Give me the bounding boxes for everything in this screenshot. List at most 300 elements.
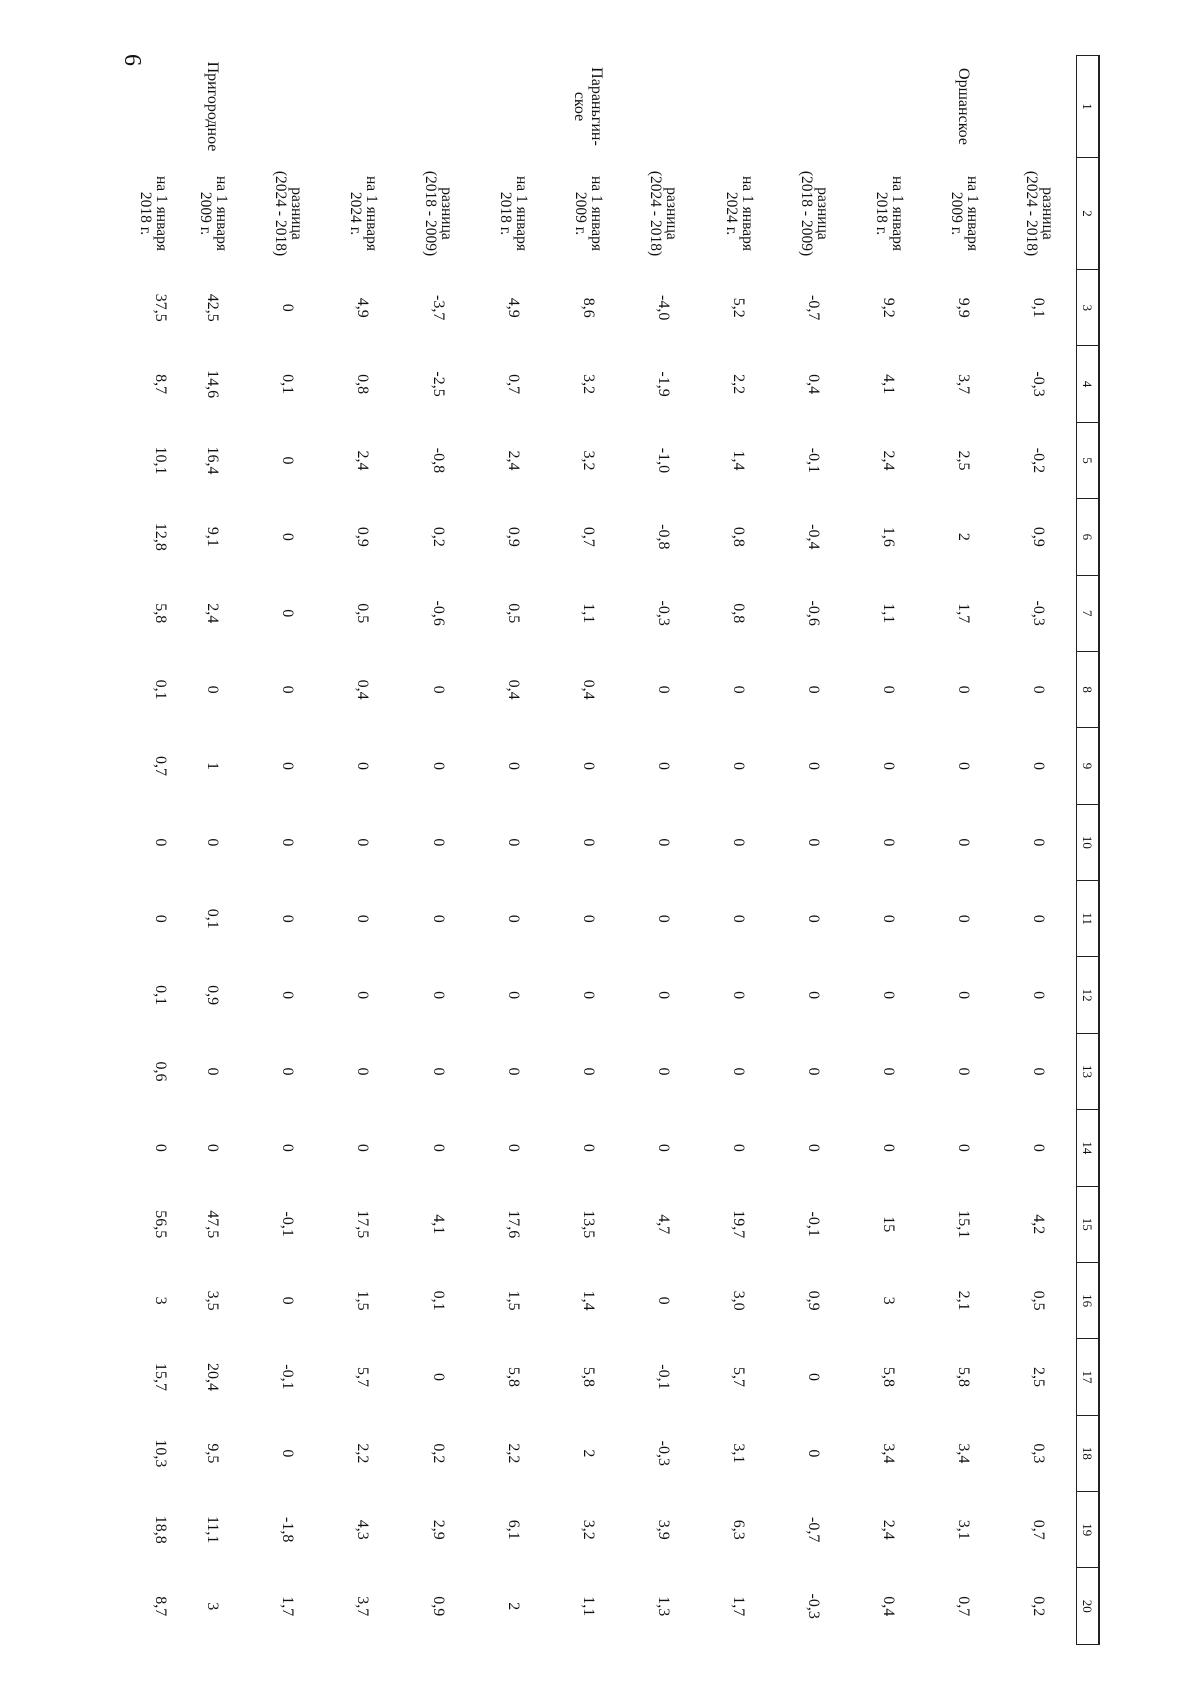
table-cell: 0 <box>504 838 522 847</box>
table-cell: 0 <box>429 838 447 847</box>
table-cell: 2 <box>955 532 973 541</box>
table-cell: 2,4 <box>880 450 898 471</box>
table-cell: 0 <box>654 838 672 847</box>
table-cell: 0,4 <box>354 679 372 700</box>
table-cell: 0 <box>279 1143 297 1152</box>
column-number-row <box>1077 56 1100 1645</box>
column-number-9: 9 <box>1077 728 1100 804</box>
table-cell: 0,7 <box>955 1596 973 1617</box>
row-period-label <box>926 158 1001 270</box>
table-cell: 5,8 <box>579 1366 597 1387</box>
table-cell: 20,4 <box>204 1362 222 1391</box>
table-cell: 0 <box>805 991 823 1000</box>
table-cell: 15,1 <box>955 1210 973 1239</box>
row-period-label <box>401 158 476 270</box>
table-cell: 4,1 <box>880 374 898 395</box>
table-cell: 0 <box>654 1143 672 1152</box>
table-cell: 2,5 <box>1030 1366 1048 1387</box>
table-cell: 0,9 <box>354 526 372 547</box>
table-row <box>100 56 175 1645</box>
table-cell: 0,3 <box>1030 1443 1048 1464</box>
table-cell: 42,5 <box>204 293 222 322</box>
table-cell: 3,7 <box>354 1596 372 1617</box>
table-cell: 0,5 <box>1030 1290 1048 1311</box>
table-cell: 18,8 <box>152 1515 170 1544</box>
table-row <box>776 56 851 1645</box>
table-row <box>701 56 776 1645</box>
table-cell: 0 <box>654 685 672 694</box>
table-cell: -0,6 <box>429 600 447 626</box>
table-cell: 5,8 <box>955 1366 973 1387</box>
table-cell: 0 <box>880 685 898 694</box>
row-period-label <box>851 158 926 270</box>
table-cell: -3,7 <box>429 295 447 321</box>
table-cell: 47,5 <box>204 1210 222 1239</box>
table-cell: 2,4 <box>354 450 372 471</box>
table-cell: 1,4 <box>579 1290 597 1311</box>
table-cell: 0,8 <box>354 374 372 395</box>
row-period-label-line: (2024 - 2018) <box>647 170 665 257</box>
table-cell: 0 <box>152 1143 170 1152</box>
row-period-label-line: 2018 г. <box>497 191 515 236</box>
table-cell: 3 <box>880 1296 898 1305</box>
settlement-name: Параньгин- ское <box>571 67 606 146</box>
table-cell: 0 <box>805 1067 823 1076</box>
table-row <box>325 56 400 1645</box>
table-cell: 0 <box>880 1067 898 1076</box>
table-cell: 2,4 <box>880 1519 898 1540</box>
table-cell: 5,8 <box>504 1366 522 1387</box>
table-cell: -0,6 <box>805 600 823 626</box>
table-cell: 0,5 <box>504 603 522 624</box>
table-cell: 0 <box>805 838 823 847</box>
table-cell: 2,4 <box>504 450 522 471</box>
table-cell: 0 <box>654 1296 672 1305</box>
table-cell: 0 <box>579 914 597 923</box>
column-number-5: 5 <box>1077 422 1100 498</box>
table-cell: 0 <box>805 1372 823 1381</box>
row-period-label-line: на 1 января <box>212 176 230 251</box>
table-cell: 0,1 <box>279 374 297 395</box>
table-cell: 3,4 <box>880 1443 898 1464</box>
row-period-label-line: на 1 января <box>963 176 981 251</box>
column-number-10: 10 <box>1077 804 1100 880</box>
table-cell: 0 <box>279 532 297 541</box>
row-period-label-line: 2024 г. <box>722 191 740 236</box>
table-cell: 0,9 <box>504 526 522 547</box>
table-cell: 2,2 <box>504 1443 522 1464</box>
table-cell: 0 <box>730 838 748 847</box>
table-cell: -4,0 <box>654 295 672 321</box>
table-cell: -0,1 <box>805 1211 823 1237</box>
table-cell: -0,8 <box>654 524 672 550</box>
column-number-7: 7 <box>1077 575 1100 651</box>
row-period-label-line: разница <box>663 187 681 240</box>
table-cell: -0,8 <box>429 447 447 474</box>
table-cell: 3,2 <box>579 1519 597 1540</box>
table-cell: 8,7 <box>152 1596 170 1617</box>
table-body <box>100 56 1077 1645</box>
row-period-label <box>250 158 325 270</box>
table-cell: 0 <box>880 838 898 847</box>
table-cell: 0 <box>354 991 372 1000</box>
table-cell: 0 <box>955 1143 973 1152</box>
column-number-13: 13 <box>1077 1033 1100 1109</box>
table-cell: -1,9 <box>654 371 672 397</box>
table-cell: 3,2 <box>579 450 597 471</box>
table-cell: 0 <box>1030 991 1048 1000</box>
table-cell: 0 <box>354 838 372 847</box>
table-cell: 15,7 <box>152 1362 170 1391</box>
table-cell: 4,1 <box>429 1214 447 1235</box>
settlement-name <box>401 56 476 158</box>
table-cell: -0,1 <box>279 1364 297 1390</box>
table-cell: 0 <box>654 914 672 923</box>
table-cell: 16,4 <box>204 446 222 475</box>
table-cell: -1,8 <box>279 1517 297 1543</box>
row-period-label-line: разница <box>287 187 305 240</box>
table-row <box>250 56 325 1645</box>
table-cell: 0 <box>955 991 973 1000</box>
table-cell: 0 <box>579 1143 597 1152</box>
table-cell: 4,3 <box>354 1519 372 1540</box>
table-cell: 0 <box>429 991 447 1000</box>
table-cell: 1,7 <box>279 1596 297 1617</box>
table-cell: 2,5 <box>955 450 973 471</box>
table-cell: 0 <box>279 456 297 465</box>
table-cell: 0 <box>730 685 748 694</box>
table-cell: 9,5 <box>204 1443 222 1464</box>
table-cell: 0 <box>429 1372 447 1381</box>
table-cell: 9,9 <box>955 297 973 318</box>
table-cell: 0 <box>955 838 973 847</box>
table-cell: 0 <box>880 1143 898 1152</box>
table-cell: 17,6 <box>504 1210 522 1239</box>
table-cell: 0 <box>880 914 898 923</box>
row-period-label-line: на 1 января <box>513 176 531 251</box>
table-cell: 0 <box>504 1067 522 1076</box>
table-cell: 0 <box>504 761 522 770</box>
table-cell: 0 <box>955 914 973 923</box>
table-cell: 0,7 <box>1030 1519 1048 1540</box>
table-row <box>175 56 250 1645</box>
table-cell: 0 <box>279 1296 297 1305</box>
table-cell: 3,1 <box>955 1519 973 1540</box>
table-cell: 3,5 <box>204 1290 222 1311</box>
table-cell: -0,2 <box>1030 447 1048 474</box>
table-cell: 4,9 <box>354 297 372 318</box>
table-cell: 19,7 <box>730 1210 748 1239</box>
table-cell: 0,6 <box>152 1061 170 1082</box>
table-cell: 0 <box>1030 1067 1048 1076</box>
column-number-4: 4 <box>1077 346 1100 422</box>
table-cell: 4,2 <box>1030 1214 1048 1235</box>
column-number-12: 12 <box>1077 957 1100 1033</box>
table-cell: -0,1 <box>654 1364 672 1390</box>
row-period-label-line: на 1 января <box>362 176 380 251</box>
row-period-label <box>776 158 851 270</box>
table-cell: 0,9 <box>1030 526 1048 547</box>
row-period-label-line: 2009 г. <box>196 191 214 236</box>
table-cell: 1,1 <box>579 1596 597 1617</box>
table-cell: 0 <box>279 303 297 312</box>
row-period-label-line: разница <box>813 187 831 240</box>
settlement-name <box>325 56 400 158</box>
table-cell: 3 <box>204 1602 222 1611</box>
table-cell: -0,3 <box>1030 371 1048 397</box>
table-cell: 0 <box>279 761 297 770</box>
row-period-label-line: (2018 - 2009) <box>422 170 440 257</box>
table-cell: 0 <box>429 1067 447 1076</box>
column-number-19: 19 <box>1077 1492 1100 1568</box>
settlement-name: Оршанское <box>955 68 973 145</box>
table-cell: 1,6 <box>880 526 898 547</box>
table-cell: 0 <box>504 1143 522 1152</box>
table-cell: 0 <box>1030 685 1048 694</box>
table-cell: 6,3 <box>730 1519 748 1540</box>
table-cell: 2,2 <box>354 1443 372 1464</box>
table-cell: 0 <box>730 914 748 923</box>
table-cell: 0 <box>805 685 823 694</box>
table-cell: 1,7 <box>955 603 973 624</box>
table-cell: 0 <box>955 761 973 770</box>
table-row <box>476 56 551 1645</box>
table-cell: 2,1 <box>955 1290 973 1311</box>
page-number: 6 <box>119 54 145 66</box>
table-cell: 0,7 <box>579 526 597 547</box>
table-cell: 0 <box>654 991 672 1000</box>
table-cell: 0 <box>1030 838 1048 847</box>
table-row <box>401 56 476 1645</box>
table-cell: 0 <box>279 914 297 923</box>
table-cell: 11,1 <box>204 1515 222 1544</box>
table-cell: 0 <box>880 991 898 1000</box>
table-cell: 0 <box>955 685 973 694</box>
row-period-label-line: на 1 января <box>738 176 756 251</box>
table-cell: 1,1 <box>880 603 898 624</box>
table-cell: 0,1 <box>152 679 170 700</box>
table-cell: 0 <box>880 761 898 770</box>
settlement-name <box>1001 56 1076 158</box>
table-cell: -0,7 <box>805 295 823 321</box>
table-cell: 0 <box>279 685 297 694</box>
table-cell: 0 <box>730 1067 748 1076</box>
table-cell: 0 <box>354 914 372 923</box>
data-table-container <box>100 55 1100 1645</box>
data-table <box>100 55 1100 1645</box>
table-cell: 4,9 <box>504 297 522 318</box>
row-period-label <box>626 158 701 270</box>
table-cell: -0,7 <box>805 1517 823 1543</box>
column-number-8: 8 <box>1077 651 1100 727</box>
settlement-name <box>626 56 701 158</box>
table-cell: 0,7 <box>504 374 522 395</box>
row-period-label-line: разница <box>438 187 456 240</box>
table-cell: 0,2 <box>1030 1596 1048 1617</box>
row-period-label <box>1001 158 1076 270</box>
column-number-2: 2 <box>1077 158 1100 270</box>
column-number-11: 11 <box>1077 881 1100 957</box>
column-number-20: 20 <box>1077 1568 1100 1645</box>
table-cell: 5,7 <box>354 1366 372 1387</box>
table-cell: 0,4 <box>880 1596 898 1617</box>
table-cell: 0 <box>730 1143 748 1152</box>
table-cell: 12,8 <box>152 522 170 551</box>
table-cell: 0 <box>1030 1143 1048 1152</box>
table-cell: 0,9 <box>204 985 222 1006</box>
table-row <box>551 56 626 1645</box>
row-period-label-line: на 1 января <box>888 176 906 251</box>
table-cell: -0,3 <box>805 1593 823 1619</box>
table-cell: 0 <box>504 991 522 1000</box>
table-cell: 0 <box>730 991 748 1000</box>
column-number-3: 3 <box>1077 270 1100 346</box>
table-cell: 10,3 <box>152 1439 170 1468</box>
table-cell: 0,4 <box>504 679 522 700</box>
row-period-label-line: 2009 г. <box>947 191 965 236</box>
table-cell: 0 <box>805 761 823 770</box>
table-cell: 0 <box>579 761 597 770</box>
table-cell: 0 <box>654 761 672 770</box>
table-cell: 0 <box>279 1449 297 1458</box>
column-number-14: 14 <box>1077 1110 1100 1186</box>
table-cell: 0,8 <box>730 603 748 624</box>
table-cell: 5,8 <box>880 1366 898 1387</box>
table-cell: -0,1 <box>805 447 823 474</box>
table-cell: -2,5 <box>429 371 447 397</box>
table-cell: 1,5 <box>504 1290 522 1311</box>
settlement-name <box>701 56 776 158</box>
table-cell: 0 <box>730 761 748 770</box>
table-cell: -1,0 <box>654 447 672 474</box>
table-cell: 56,5 <box>152 1210 170 1239</box>
table-cell: 2 <box>579 1449 597 1458</box>
table-cell: 3,1 <box>730 1443 748 1464</box>
table-cell: 0 <box>279 991 297 1000</box>
table-cell: 1,3 <box>654 1596 672 1617</box>
table-cell: 2 <box>504 1602 522 1611</box>
table-cell: 0 <box>152 914 170 923</box>
table-cell: 8,6 <box>579 297 597 318</box>
table-cell: 0,1 <box>152 985 170 1006</box>
table-cell: 0,8 <box>730 526 748 547</box>
table-cell: -0,3 <box>654 1440 672 1466</box>
table-cell: 0 <box>429 1143 447 1152</box>
table-cell: 1 <box>204 761 222 770</box>
table-cell: 2,2 <box>730 374 748 395</box>
table-cell: 0 <box>204 1143 222 1152</box>
table-cell: 17,5 <box>354 1210 372 1239</box>
table-cell: 0,1 <box>1030 297 1048 318</box>
table-row <box>926 56 1001 1645</box>
table-cell: -0,3 <box>654 600 672 626</box>
table-cell: 13,5 <box>579 1210 597 1239</box>
row-period-label-line: 2009 г. <box>572 191 590 236</box>
table-cell: 0 <box>579 1067 597 1076</box>
table-cell: 0 <box>204 685 222 694</box>
table-cell: 0 <box>354 1067 372 1076</box>
row-period-label <box>100 158 175 270</box>
settlement-name <box>250 56 325 158</box>
table-cell: 0 <box>504 914 522 923</box>
table-cell: 3,0 <box>730 1290 748 1311</box>
table-cell: 0 <box>279 609 297 618</box>
table-cell: 0,2 <box>429 1443 447 1464</box>
table-cell: 0 <box>429 761 447 770</box>
table-cell: 0,5 <box>354 603 372 624</box>
table-cell: 3,2 <box>579 374 597 395</box>
table-cell: 14,6 <box>204 370 222 399</box>
table-row <box>851 56 926 1645</box>
row-period-label <box>175 158 250 270</box>
table-cell: 0 <box>279 1067 297 1076</box>
table-cell: -0,1 <box>279 1211 297 1237</box>
table-cell: 1,1 <box>579 603 597 624</box>
row-period-label <box>325 158 400 270</box>
table-cell: 5,8 <box>152 603 170 624</box>
row-period-label-line: разница <box>1038 187 1056 240</box>
row-period-label <box>551 158 626 270</box>
table-cell: 2,4 <box>204 603 222 624</box>
table-cell: 0 <box>805 914 823 923</box>
column-number-18: 18 <box>1077 1415 1100 1491</box>
table-cell: 0,1 <box>429 1290 447 1311</box>
table-cell: 0,4 <box>805 374 823 395</box>
settlement-name: Пригородное <box>204 61 222 152</box>
table-cell: 1,4 <box>730 450 748 471</box>
table-cell: 1,5 <box>354 1290 372 1311</box>
table-row <box>626 56 701 1645</box>
settlement-name <box>100 56 175 158</box>
table-cell: 0 <box>1030 914 1048 923</box>
table-cell: 0,4 <box>579 679 597 700</box>
row-period-label-line: (2024 - 2018) <box>271 170 289 257</box>
table-cell: 3 <box>152 1296 170 1305</box>
table-cell: 0,2 <box>429 526 447 547</box>
table-cell: 0 <box>1030 761 1048 770</box>
settlement-name <box>776 56 851 158</box>
table-cell: 0 <box>654 1067 672 1076</box>
table-cell: 3,4 <box>955 1443 973 1464</box>
table-cell: 0 <box>204 838 222 847</box>
row-period-label-line: (2024 - 2018) <box>1022 170 1040 257</box>
row-period-label-line: 2018 г. <box>872 191 890 236</box>
table-cell: -0,4 <box>805 524 823 550</box>
row-period-label <box>476 158 551 270</box>
table-row <box>1001 56 1076 1645</box>
column-number-1: 1 <box>1077 56 1100 158</box>
row-period-label-line: (2018 - 2009) <box>797 170 815 257</box>
table-cell: 0 <box>429 685 447 694</box>
table-cell: 0 <box>354 1143 372 1152</box>
table-cell: 0,1 <box>204 908 222 929</box>
column-number-6: 6 <box>1077 499 1100 575</box>
table-cell: 0 <box>805 1143 823 1152</box>
table-cell: 15 <box>880 1216 898 1233</box>
table-cell: 37,5 <box>152 293 170 322</box>
table-cell: 0 <box>805 1449 823 1458</box>
table-cell: 0,7 <box>152 755 170 776</box>
row-period-label-line: на 1 января <box>153 176 171 251</box>
table-cell: 0,9 <box>429 1596 447 1617</box>
table-cell: 0 <box>354 761 372 770</box>
table-cell: 4,7 <box>654 1214 672 1235</box>
table-cell: 3,7 <box>955 374 973 395</box>
table-cell: 0 <box>579 838 597 847</box>
table-cell: 6,1 <box>504 1519 522 1540</box>
table-cell: 0 <box>579 991 597 1000</box>
table-cell: 0 <box>279 838 297 847</box>
